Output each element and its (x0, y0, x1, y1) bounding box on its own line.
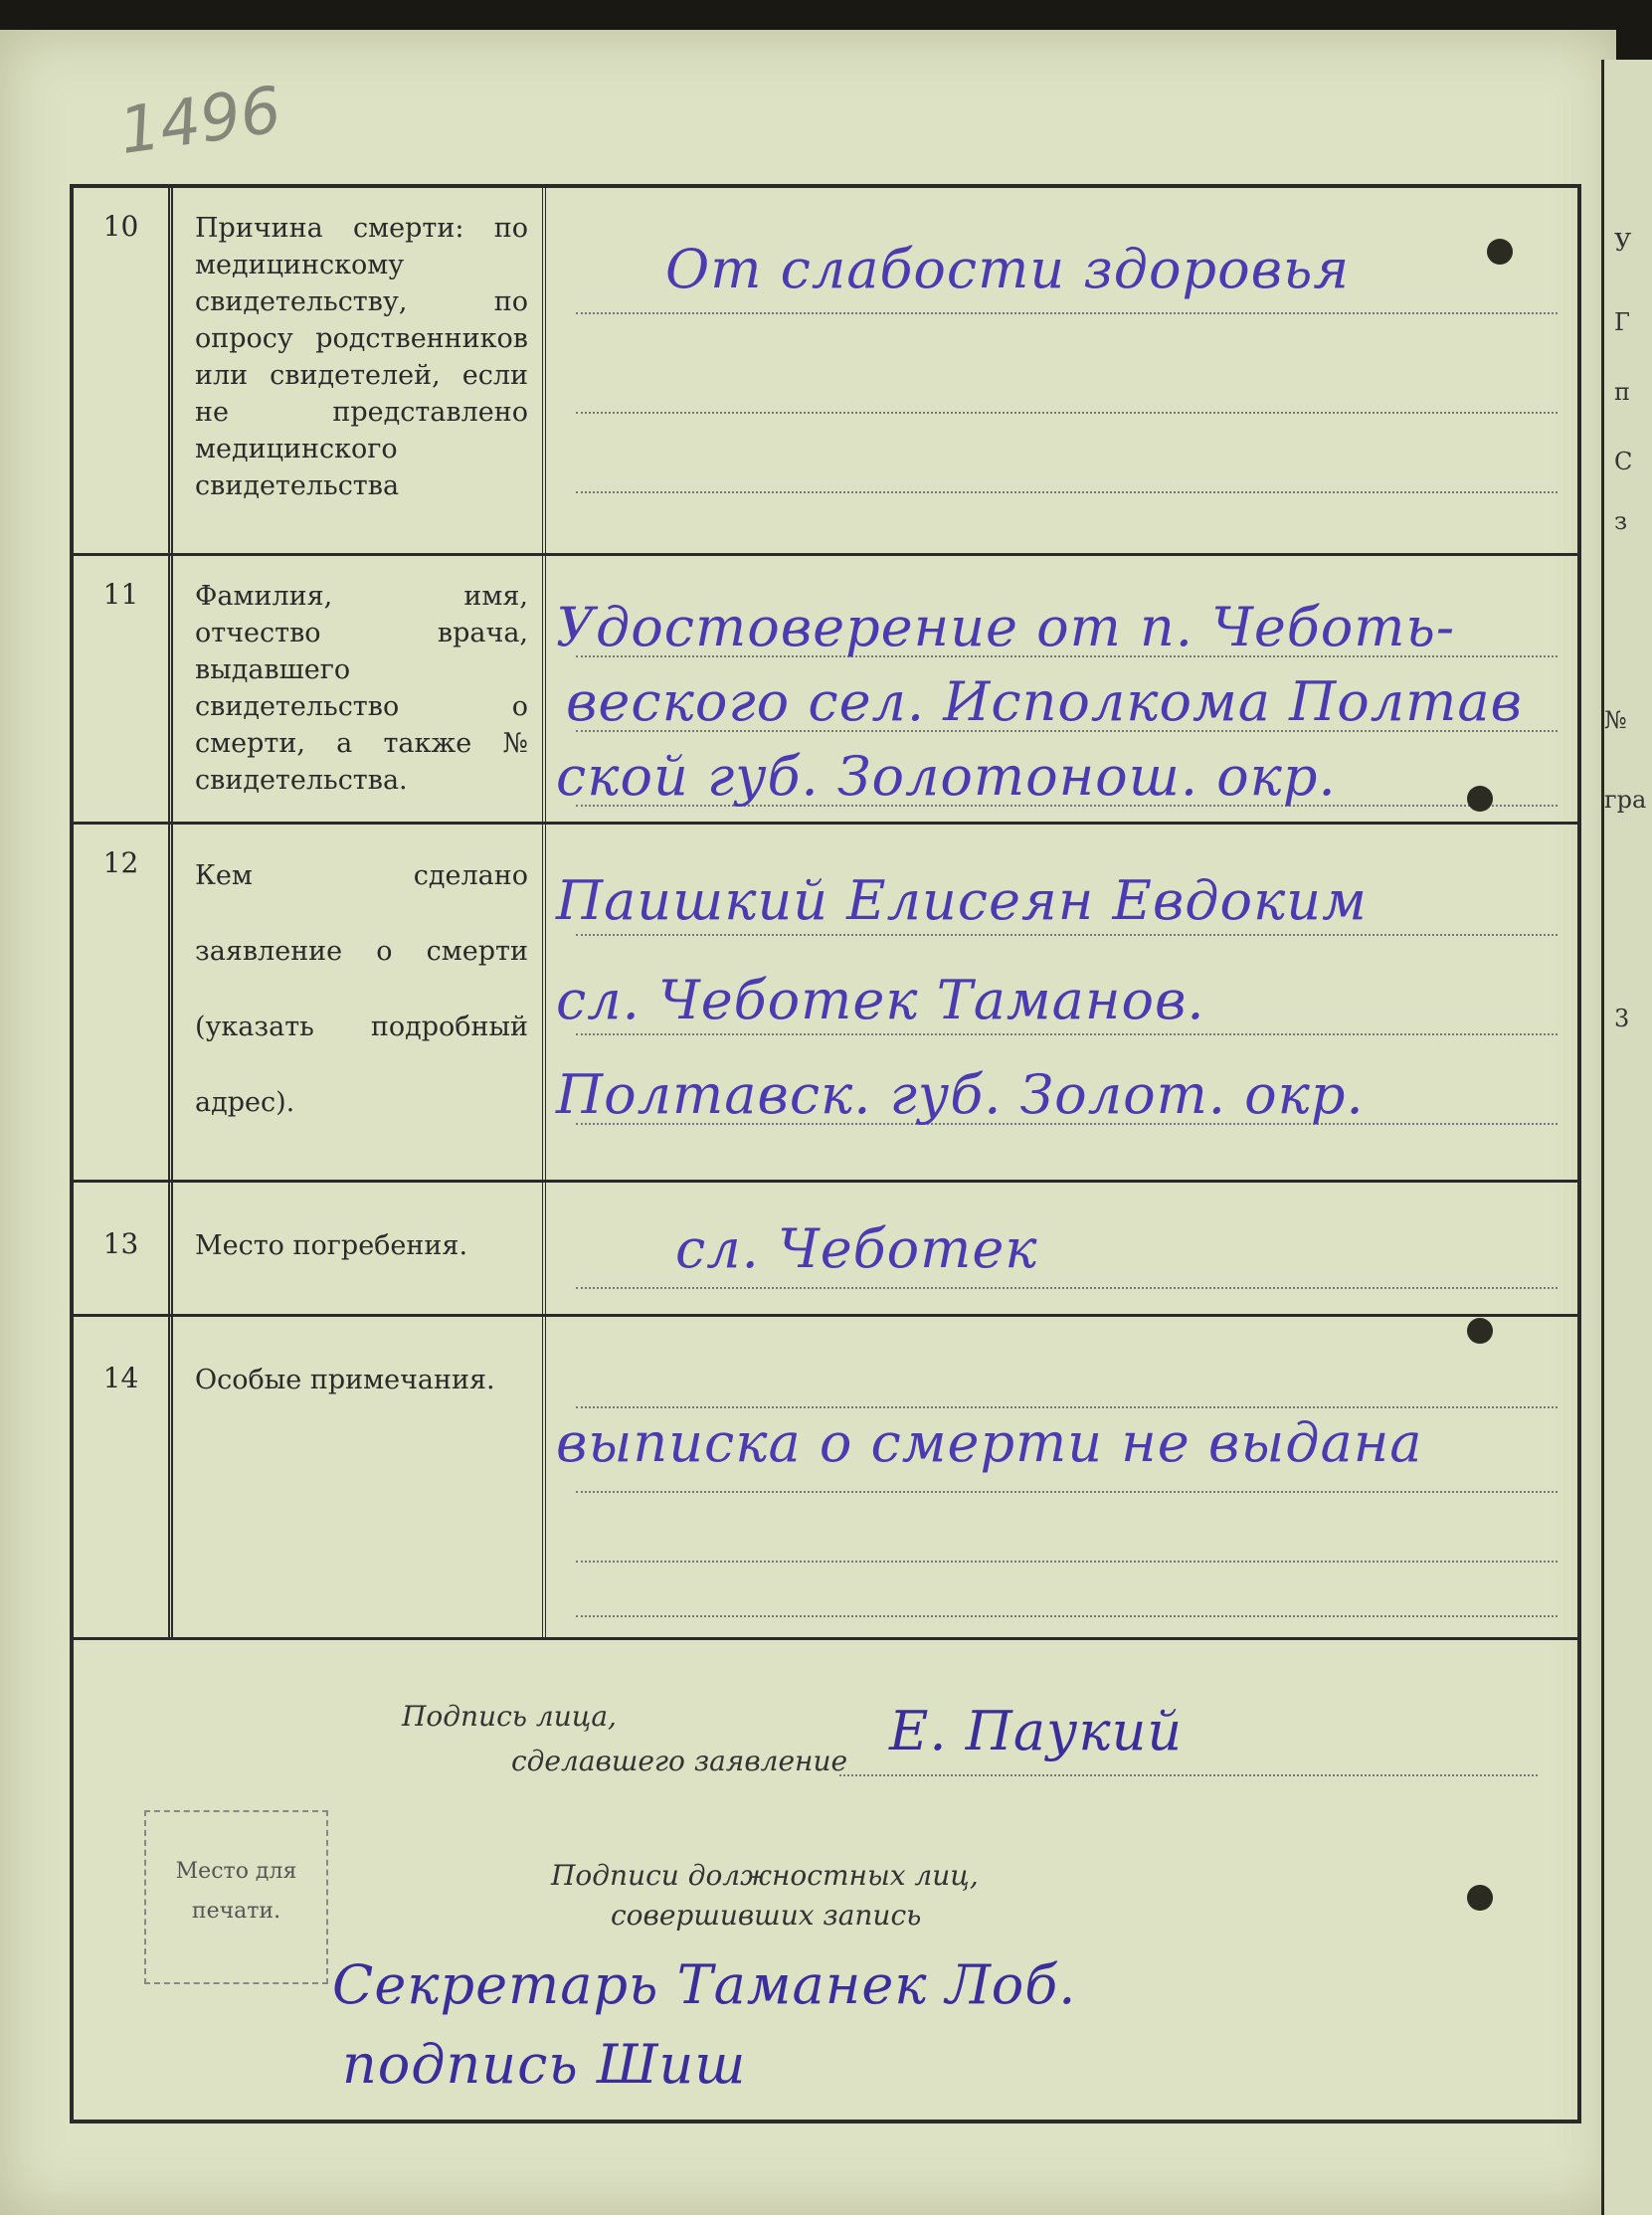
declarant-signature-label: Подпись лица, (402, 1700, 617, 1733)
handwritten-value: ской губ. Золотонош. окр. (556, 745, 1337, 808)
row-label: Место погребения. (173, 1183, 546, 1314)
row-burial-place (74, 1183, 1577, 1317)
stamp-label: Место для (175, 1859, 297, 1884)
next-page-fragment: С (1614, 448, 1633, 475)
row-number: 13 (74, 1183, 173, 1314)
row-number: 14 (74, 1317, 173, 1637)
officials-signature-label: Подписи должностных лиц, (551, 1859, 979, 1892)
declarant-signature: Е. Паукий (889, 1700, 1184, 1762)
row-label: Кем сделано заявление о смерти (указать подробный адрес). (173, 825, 546, 1180)
next-page-fragment: № (1604, 706, 1627, 734)
next-page-fragment: гра (1604, 786, 1647, 814)
official-signature: Секретарь Таманек Лоб. (332, 1953, 1077, 2016)
row-number: 11 (74, 556, 173, 822)
row-value (546, 556, 1577, 822)
row-number: 12 (74, 825, 173, 1180)
handwritten-value: сл. Чеботек Таманов. (556, 969, 1205, 1031)
handwritten-value: Паишкий Елисеян Евдоким (556, 869, 1368, 932)
row-doctor (74, 556, 1577, 825)
binder-hole (1467, 1885, 1493, 1911)
binder-hole (1467, 1318, 1493, 1344)
next-page-edge (1601, 60, 1652, 2215)
row-label: Причина смерти: по медицинскому свидетельству, по опросу родственников или свидетелей, если не представлено медицинского свидетельства (173, 188, 546, 553)
next-page-fragment: п (1614, 378, 1630, 406)
row-label: Особые примечания. (173, 1317, 546, 1637)
handwritten-value: От слабости здоровья (665, 238, 1351, 300)
handwritten-value: веского сел. Исполкома Полтав (566, 670, 1523, 733)
row-declarant (74, 825, 1577, 1183)
row-cause-of-death (74, 188, 1577, 556)
handwritten-value: сл. Чеботек (675, 1217, 1038, 1280)
row-notes (74, 1317, 1577, 1640)
stamp-placeholder (144, 1810, 328, 1984)
officials-signature-label: совершивших запись (611, 1899, 922, 1932)
row-value (546, 825, 1577, 1180)
archive-number: 1496 (114, 74, 286, 169)
next-page-fragment: 3 (1614, 1005, 1630, 1032)
binder-hole (1467, 786, 1493, 812)
next-page-fragment: з (1614, 507, 1628, 535)
handwritten-value: Полтавск. губ. Золот. окр. (556, 1063, 1365, 1126)
stamp-label: печати. (191, 1899, 281, 1924)
row-value (546, 188, 1577, 553)
row-label: Фамилия, имя, отчество врача, выдавшего свидетельство о смерти, а также № свидетельства. (173, 556, 546, 822)
declarant-signature-label: сделавшего заявление (511, 1745, 848, 1777)
binder-hole (1487, 239, 1513, 265)
row-value (546, 1183, 1577, 1314)
handwritten-value: выписка о смерти не выдана (556, 1411, 1423, 1474)
next-page-fragment: У (1614, 229, 1632, 257)
official-signature: подпись Шиш (342, 2033, 747, 2096)
next-page-fragment: Г (1614, 308, 1630, 336)
row-value (546, 1317, 1577, 1637)
handwritten-value: Удостоверение от п. Чеботь- (556, 596, 1456, 658)
row-number: 10 (74, 188, 173, 553)
